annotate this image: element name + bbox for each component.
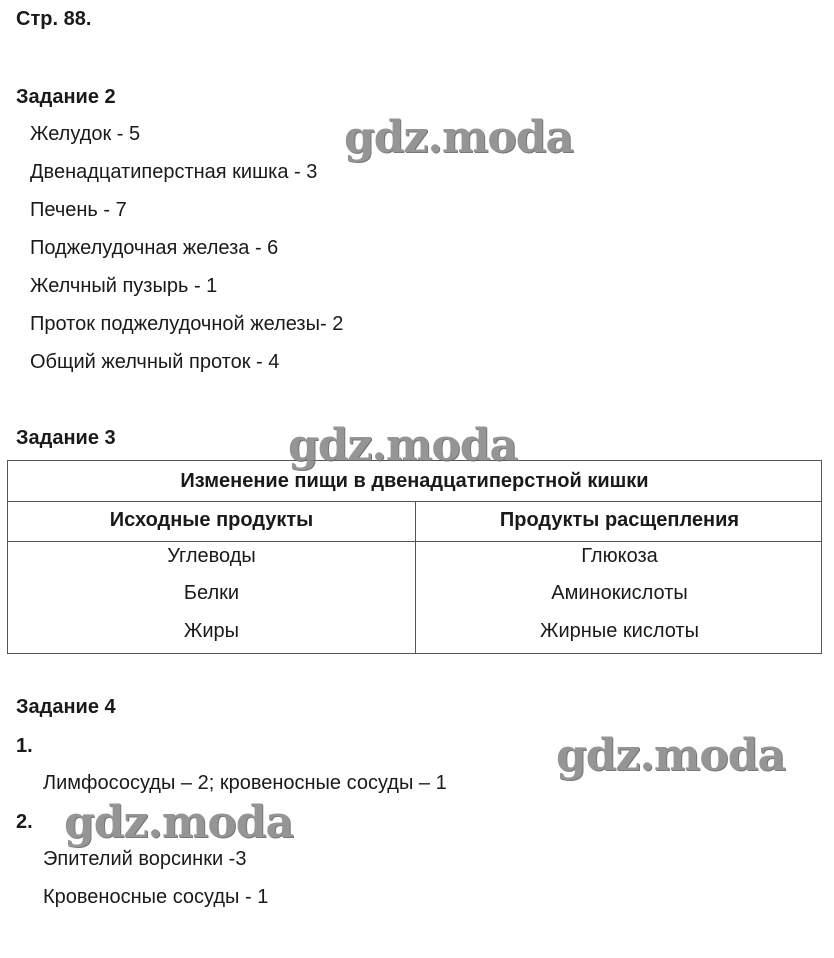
watermark-logo: gdz.moda bbox=[344, 112, 574, 163]
watermark-logo: gdz.moda bbox=[64, 797, 294, 848]
table-cell: Углеводы bbox=[167, 545, 256, 567]
table-cell: Жиры bbox=[183, 620, 240, 642]
watermark-logo: gdz.moda bbox=[556, 730, 786, 781]
task4-part2-line: Эпителий ворсинки -3 bbox=[43, 848, 247, 870]
task4-part1-line: Лимфососуды – 2; кровеносные сосуды – 1 bbox=[43, 772, 447, 794]
page-number: Стр. 88. bbox=[16, 8, 92, 30]
task4-part2-number: 2. bbox=[16, 811, 33, 833]
task4-part2-line: Кровеносные сосуды - 1 bbox=[43, 886, 269, 908]
task4-part1-number: 1. bbox=[16, 735, 33, 757]
list-item: Желчный пузырь - 1 bbox=[30, 275, 218, 297]
table-cell: Аминокислоты bbox=[551, 582, 688, 604]
list-item: Двенадцатиперстная кишка - 3 bbox=[30, 161, 318, 183]
column-header-products: Продукты расщепления bbox=[499, 509, 740, 531]
watermark-logo: gdz.moda bbox=[288, 420, 518, 471]
task3-heading: Задание 3 bbox=[16, 427, 116, 449]
list-item: Желудок - 5 bbox=[30, 123, 141, 145]
table-cell: Белки bbox=[183, 582, 240, 604]
table-cell: Жирные кислоты bbox=[540, 620, 699, 642]
list-item: Поджелудочная железа - 6 bbox=[30, 237, 279, 259]
task2-heading: Задание 2 bbox=[16, 86, 116, 108]
column-header-source: Исходные продукты bbox=[109, 509, 314, 531]
list-item: Общий желчный проток - 4 bbox=[30, 351, 280, 373]
list-item: Печень - 7 bbox=[30, 199, 127, 221]
table-caption: Изменение пищи в двенадцатиперстной кишки bbox=[8, 461, 821, 502]
list-item: Проток поджелудочной железы- 2 bbox=[30, 313, 344, 335]
table-cell: Глюкоза bbox=[581, 545, 658, 567]
task4-heading: Задание 4 bbox=[16, 696, 116, 718]
digestion-table bbox=[7, 460, 822, 654]
